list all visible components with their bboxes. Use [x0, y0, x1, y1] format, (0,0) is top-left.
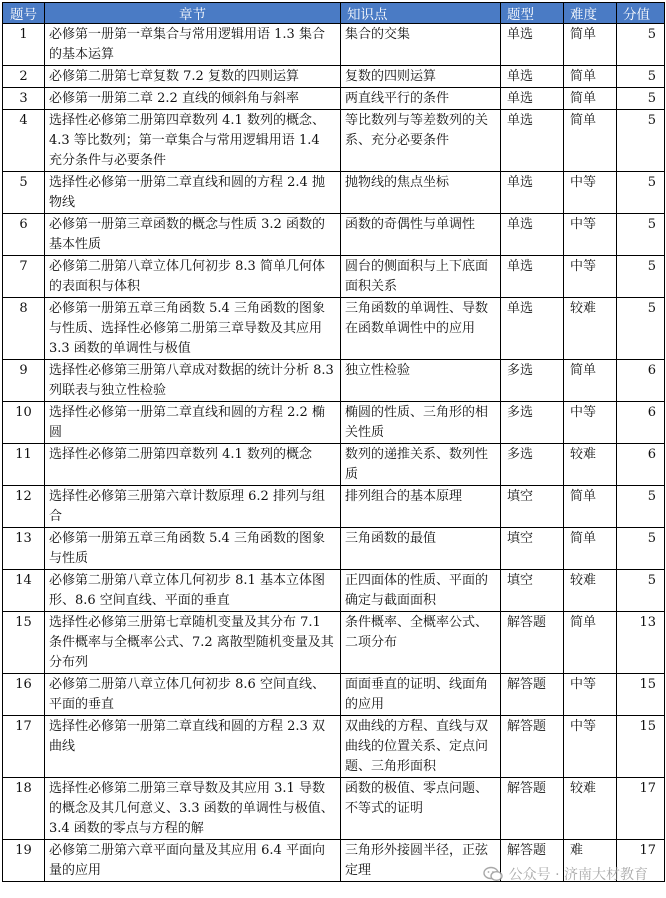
- cell-no: 3: [3, 88, 45, 110]
- cell-chapter: 必修第一册第一章集合与常用逻辑用语 1.3 集合的基本运算: [45, 24, 341, 66]
- cell-type: 填空: [501, 528, 564, 570]
- cell-no: 11: [3, 444, 45, 486]
- cell-chapter: 必修第一册第五章三角函数 5.4 三角函数的图象与性质: [45, 528, 341, 570]
- cell-knowledge: 集合的交集: [341, 24, 501, 66]
- cell-chapter: 必修第二册第八章立体几何初步 8.3 简单几何体的表面积与体积: [45, 256, 341, 298]
- cell-score: 17: [617, 778, 665, 840]
- cell-difficulty: 简单: [564, 528, 617, 570]
- cell-difficulty: 较难: [564, 570, 617, 612]
- cell-type: 单选: [501, 88, 564, 110]
- header-knowledge: 知识点: [341, 3, 501, 24]
- cell-difficulty: 中等: [564, 256, 617, 298]
- cell-no: 9: [3, 360, 45, 402]
- cell-difficulty: 简单: [564, 24, 617, 66]
- exam-analysis-table: [2, 2, 665, 882]
- cell-chapter: 选择性必修第三册第六章计数原理 6.2 排列与组合: [45, 486, 341, 528]
- cell-score: 5: [617, 88, 665, 110]
- cell-type: 解答题: [501, 840, 564, 882]
- cell-type: 单选: [501, 66, 564, 88]
- cell-type: 多选: [501, 402, 564, 444]
- cell-type: 单选: [501, 298, 564, 360]
- cell-difficulty: 简单: [564, 486, 617, 528]
- table-row: [3, 674, 665, 716]
- cell-chapter: 选择性必修第三册第七章随机变量及其分布 7.1 条件概率与全概率公式、7.2 离散型随机变量及其分布列: [45, 612, 341, 674]
- cell-score: 5: [617, 24, 665, 66]
- cell-score: 5: [617, 110, 665, 172]
- table-row: [3, 88, 665, 110]
- cell-no: 16: [3, 674, 45, 716]
- cell-knowledge: 三角形外接圆半径，正弦定理: [341, 840, 501, 882]
- cell-chapter: 选择性必修第二册第三章导数及其应用 3.1 导数的概念及其几何意义、3.3 函数的单调性与极值、3.4 函数的零点与方程的解: [45, 778, 341, 840]
- cell-knowledge: 抛物线的焦点坐标: [341, 172, 501, 214]
- table-row: [3, 66, 665, 88]
- table-row: [3, 612, 665, 674]
- cell-no: 10: [3, 402, 45, 444]
- cell-score: 6: [617, 444, 665, 486]
- watermark: [483, 864, 648, 884]
- cell-chapter: 必修第二册第八章立体几何初步 8.1 基本立体图形、8.6 空间直线、平面的垂直: [45, 570, 341, 612]
- cell-score: 5: [617, 486, 665, 528]
- cell-no: 5: [3, 172, 45, 214]
- cell-type: 单选: [501, 256, 564, 298]
- cell-knowledge: 函数的奇偶性与单调性: [341, 214, 501, 256]
- cell-difficulty: 较难: [564, 298, 617, 360]
- cell-no: 1: [3, 24, 45, 66]
- table-row: [3, 256, 665, 298]
- header-type: 题型: [501, 3, 564, 24]
- cell-no: 18: [3, 778, 45, 840]
- cell-score: 13: [617, 612, 665, 674]
- cell-difficulty: 简单: [564, 360, 617, 402]
- cell-chapter: 选择性必修第一册第二章直线和圆的方程 2.3 双曲线: [45, 716, 341, 778]
- cell-knowledge: 排列组合的基本原理: [341, 486, 501, 528]
- watermark-text: 公众号 · 济南大材教育: [508, 867, 648, 883]
- cell-difficulty: 中等: [564, 674, 617, 716]
- table-row: [3, 110, 665, 172]
- cell-no: 19: [3, 840, 45, 882]
- cell-chapter: 选择性必修第一册第二章直线和圆的方程 2.4 抛物线: [45, 172, 341, 214]
- cell-knowledge: 正四面体的性质、平面的确定与截面面积: [341, 570, 501, 612]
- cell-chapter: 必修第一册第五章三角函数 5.4 三角函数的图象与性质、选择性必修第二册第三章导数及其应用 3.3 函数的单调性与极值: [45, 298, 341, 360]
- cell-chapter: 选择性必修第二册第四章数列 4.1 数列的概念、4.3 等比数列；第一章集合与常用逻辑用语 1.4 充分条件与必要条件: [45, 110, 341, 172]
- cell-type: 单选: [501, 172, 564, 214]
- cell-no: 15: [3, 612, 45, 674]
- cell-type: 单选: [501, 214, 564, 256]
- header-no: 题号: [3, 3, 45, 24]
- cell-score: 5: [617, 298, 665, 360]
- cell-type: 填空: [501, 570, 564, 612]
- cell-difficulty: 简单: [564, 612, 617, 674]
- cell-no: 17: [3, 716, 45, 778]
- table-row: [3, 172, 665, 214]
- cell-score: 5: [617, 256, 665, 298]
- cell-chapter: 必修第二册第七章复数 7.2 复数的四则运算: [45, 66, 341, 88]
- cell-difficulty: 简单: [564, 66, 617, 88]
- cell-score: 17: [617, 840, 665, 882]
- cell-knowledge: 独立性检验: [341, 360, 501, 402]
- cell-knowledge: 面面垂直的证明、线面角的应用: [341, 674, 501, 716]
- cell-type: 解答题: [501, 674, 564, 716]
- cell-score: 6: [617, 402, 665, 444]
- table-body: [3, 24, 665, 882]
- cell-no: 4: [3, 110, 45, 172]
- table-row: [3, 214, 665, 256]
- wechat-icon: [483, 866, 503, 882]
- cell-knowledge: 三角函数的单调性、导数在函数单调性中的应用: [341, 298, 501, 360]
- table-row: [3, 402, 665, 444]
- cell-no: 6: [3, 214, 45, 256]
- table-row: [3, 360, 665, 402]
- cell-chapter: 选择性必修第二册第四章数列 4.1 数列的概念: [45, 444, 341, 486]
- header-score: 分值: [617, 3, 665, 24]
- cell-no: 8: [3, 298, 45, 360]
- header-row: [3, 3, 665, 24]
- cell-knowledge: 三角函数的最值: [341, 528, 501, 570]
- cell-difficulty: 中等: [564, 716, 617, 778]
- cell-chapter: 必修第一册第三章函数的概念与性质 3.2 函数的基本性质: [45, 214, 341, 256]
- cell-score: 5: [617, 570, 665, 612]
- cell-type: 单选: [501, 24, 564, 66]
- cell-type: 多选: [501, 444, 564, 486]
- cell-no: 2: [3, 66, 45, 88]
- cell-type: 多选: [501, 360, 564, 402]
- cell-type: 单选: [501, 110, 564, 172]
- cell-knowledge: 条件概率、全概率公式、二项分布: [341, 612, 501, 674]
- cell-knowledge: 复数的四则运算: [341, 66, 501, 88]
- cell-difficulty: 较难: [564, 778, 617, 840]
- table-row: [3, 528, 665, 570]
- cell-type: 解答题: [501, 716, 564, 778]
- cell-difficulty: 简单: [564, 110, 617, 172]
- cell-score: 5: [617, 66, 665, 88]
- cell-difficulty: 中等: [564, 172, 617, 214]
- header-difficulty: 难度: [564, 3, 617, 24]
- cell-knowledge: 椭圆的性质、三角形的相关性质: [341, 402, 501, 444]
- cell-chapter: 选择性必修第三册第八章成对数据的统计分析 8.3 列联表与独立性检验: [45, 360, 341, 402]
- cell-difficulty: 中等: [564, 214, 617, 256]
- table-row: [3, 570, 665, 612]
- cell-difficulty: 中等: [564, 402, 617, 444]
- table-row: [3, 486, 665, 528]
- cell-chapter: 选择性必修第一册第二章直线和圆的方程 2.2 椭圆: [45, 402, 341, 444]
- cell-knowledge: 圆台的侧面积与上下底面面积关系: [341, 256, 501, 298]
- cell-chapter: 必修第二册第八章立体几何初步 8.6 空间直线、平面的垂直: [45, 674, 341, 716]
- cell-difficulty: 较难: [564, 444, 617, 486]
- cell-no: 14: [3, 570, 45, 612]
- cell-score: 5: [617, 172, 665, 214]
- cell-score: 5: [617, 214, 665, 256]
- cell-difficulty: 简单: [564, 88, 617, 110]
- cell-knowledge: 函数的极值、零点问题、不等式的证明: [341, 778, 501, 840]
- cell-no: 12: [3, 486, 45, 528]
- cell-no: 7: [3, 256, 45, 298]
- cell-type: 解答题: [501, 778, 564, 840]
- table-row: [3, 444, 665, 486]
- table-row: [3, 24, 665, 66]
- table-row: [3, 778, 665, 840]
- cell-knowledge: 数列的递推关系、数列性质: [341, 444, 501, 486]
- cell-score: 6: [617, 360, 665, 402]
- cell-type: 填空: [501, 486, 564, 528]
- cell-chapter: 必修第二册第六章平面向量及其应用 6.4 平面向量的应用: [45, 840, 341, 882]
- table-row: [3, 298, 665, 360]
- cell-score: 15: [617, 674, 665, 716]
- cell-knowledge: 两直线平行的条件: [341, 88, 501, 110]
- cell-type: 解答题: [501, 612, 564, 674]
- cell-knowledge: 双曲线的方程、直线与双曲线的位置关系、定点问题、三角形面积: [341, 716, 501, 778]
- cell-chapter: 必修第一册第二章 2.2 直线的倾斜角与斜率: [45, 88, 341, 110]
- cell-no: 13: [3, 528, 45, 570]
- cell-difficulty: 难: [564, 840, 617, 882]
- cell-score: 15: [617, 716, 665, 778]
- cell-score: 5: [617, 528, 665, 570]
- cell-knowledge: 等比数列与等差数列的关系、充分必要条件: [341, 110, 501, 172]
- table-row: [3, 716, 665, 778]
- header-chapter: 章节: [45, 3, 341, 24]
